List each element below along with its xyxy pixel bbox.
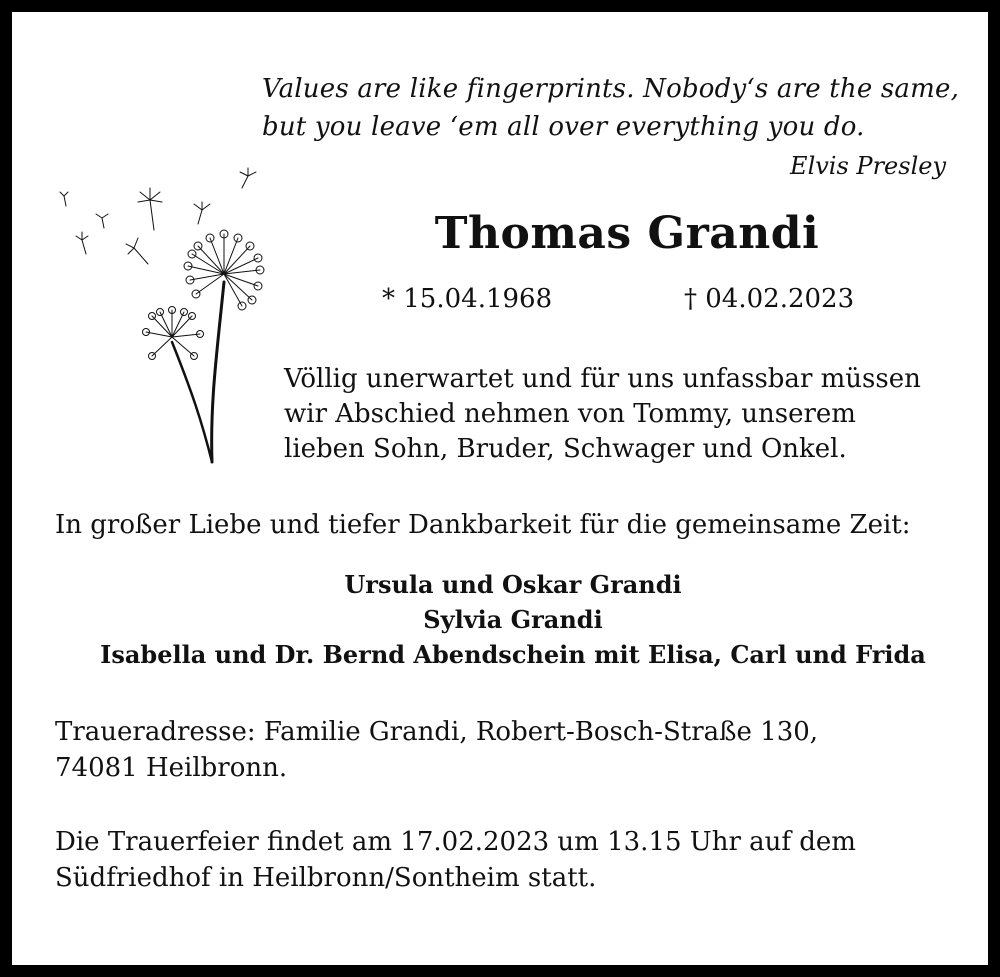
intro-line: Völlig unerwartet und für uns unfassbar müssen xyxy=(284,364,921,394)
dandelion-icon xyxy=(52,162,282,472)
mourner-line: Isabella und Dr. Bernd Abendschein mit Elisa, Carl und Frida xyxy=(100,640,926,669)
quote xyxy=(262,70,974,146)
address-line: Traueradresse: Familie Grandi, Robert-Bosch-Straße 130, xyxy=(55,717,819,747)
mourning-address xyxy=(55,714,818,786)
dedication-text: In großer Liebe und tiefer Dankbarkeit für die gemeinsame Zeit: xyxy=(55,510,911,540)
deceased-name: Thomas Grandi xyxy=(434,208,820,259)
address-line: 74081 Heilbronn. xyxy=(55,753,288,783)
service-line: Die Trauerfeier findet am 17.02.2023 um 13.15 Uhr auf dem xyxy=(55,827,856,857)
mourner-line: Sylvia Grandi xyxy=(423,605,603,634)
birth-date: * 15.04.1968 xyxy=(382,284,553,314)
intro-line: lieben Sohn, Bruder, Schwager und Onkel. xyxy=(284,434,847,464)
intro-line: wir Abschied nehmen von Tommy, unserem xyxy=(284,399,856,429)
death-date: † 04.02.2023 xyxy=(684,284,855,314)
quote-line: but you leave ‘em all over everything you do. xyxy=(262,112,865,142)
mourners-list xyxy=(32,567,994,672)
intro-text xyxy=(284,362,984,467)
funeral-service-info xyxy=(55,824,856,896)
mourner-line: Ursula und Oskar Grandi xyxy=(344,570,682,599)
service-line: Südfriedhof in Heilbronn/Sontheim statt. xyxy=(55,863,597,893)
quote-line: Values are like fingerprints. Nobody‘s are the same, xyxy=(262,74,960,104)
quote-author: Elvis Presley xyxy=(790,152,946,180)
